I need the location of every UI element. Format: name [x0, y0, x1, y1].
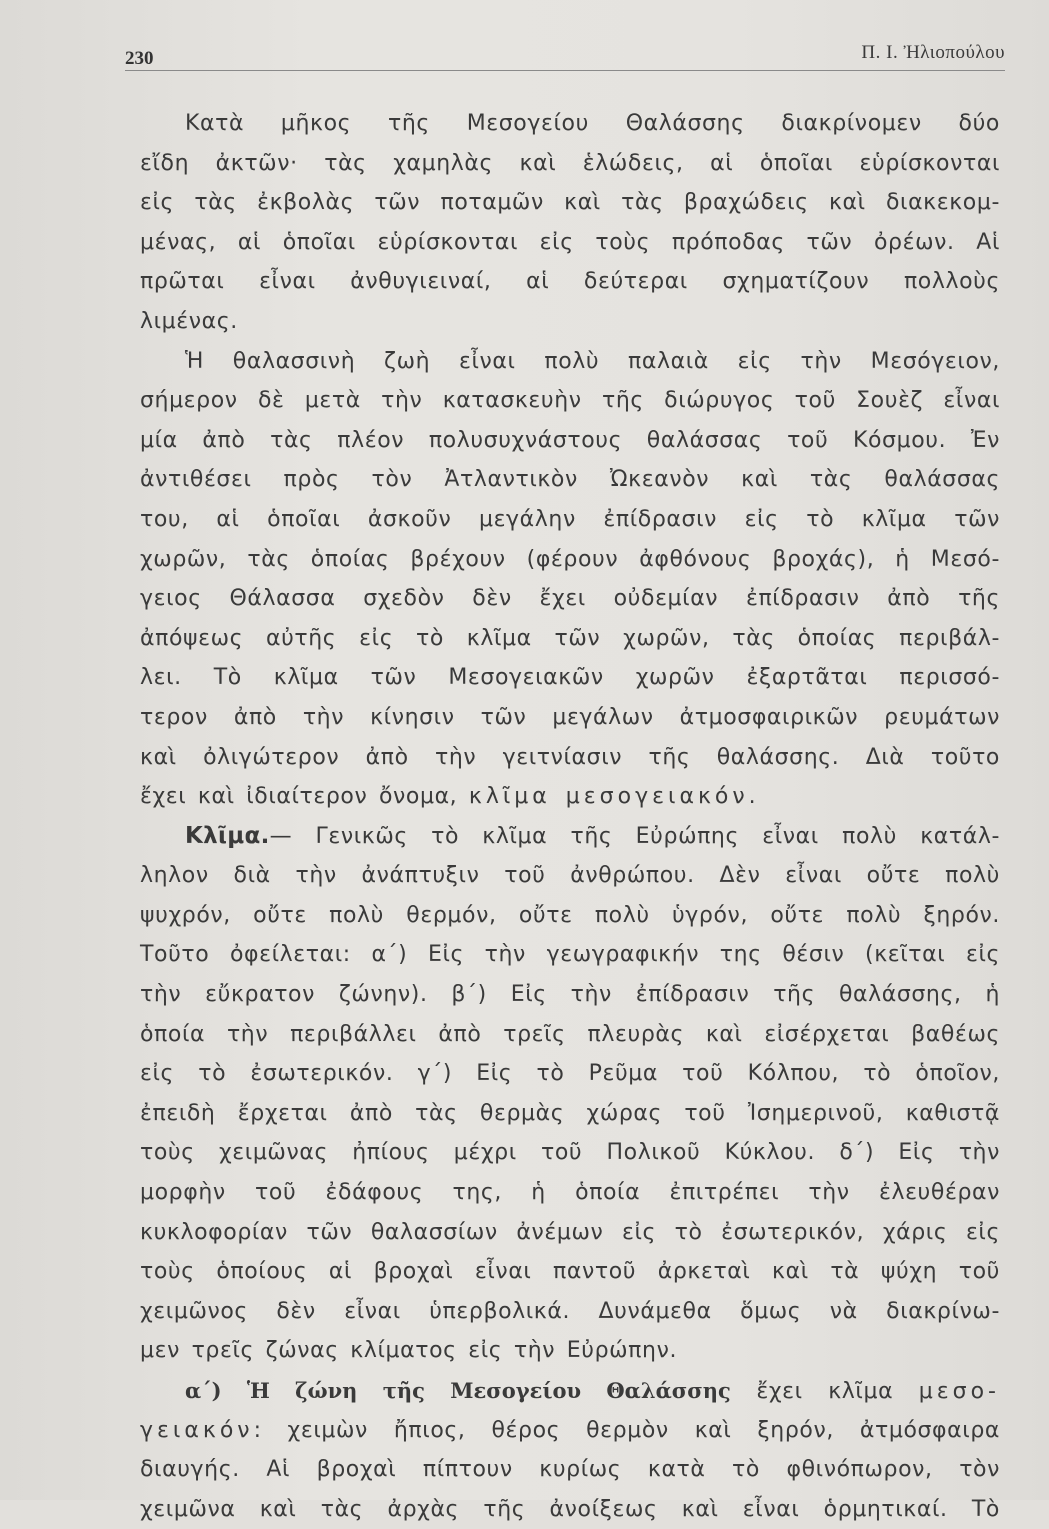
text-line	[140, 540, 1000, 580]
text-line	[140, 975, 1000, 1015]
text-segment: του, αἱ ὁποῖαι ἀσκοῦν μεγάλην ἐπίδρασιν εἰς τὸ κλῖμα τῶν	[140, 506, 1000, 532]
text-line	[140, 1411, 1000, 1451]
text-line	[140, 1094, 1000, 1134]
text-segment: γειος Θάλασσα σχεδὸν δὲν ἔχει οὐδεμίαν ἐπίδρασιν ἀπὸ τῆς	[140, 586, 1000, 612]
text-segment: τερον ἀπὸ τὴν κίνησιν τῶν μεγάλων ἀτμοσφαιρικῶν ρευμάτων	[140, 704, 1000, 730]
text-segment: : χειμὼν ἤπιος, θέρος θερμὸν καὶ ξηρόν, ἀτμόσφαιρα	[253, 1417, 1000, 1443]
text-segment: μένας, αἱ ὁποῖαι εὑρίσκονται εἰς τοὺς πρόποδας τῶν ὀρέων. Αἱ	[140, 229, 1000, 255]
text-line	[140, 579, 1000, 619]
text-segment: .	[748, 784, 757, 810]
text-segment: καὶ ὀλιγώτερον ἀπὸ τὴν γειτνίασιν τῆς θαλάσσης. Διὰ τοῦτο	[140, 744, 1000, 770]
text-line	[140, 1015, 1000, 1055]
text-segment: μορφὴν τοῦ ἐδάφους της, ἡ ὁποία ἐπιτρέπει τὴν ἐλευθέραν	[140, 1180, 1000, 1206]
text-segment: εἰς τὸ ἐσωτερικόν. γ΄) Εἰς τὸ Ρεῦμα τοῦ Κόλπου, τὸ ὁποῖον,	[140, 1061, 1000, 1087]
page-number: 230	[125, 48, 154, 69]
text-line	[140, 1173, 1000, 1213]
text-segment: σήμερον δὲ μετὰ τὴν κατασκευὴν τῆς διώρυγος τοῦ Σουὲζ εἶναι	[140, 388, 1000, 414]
page-header	[125, 40, 1005, 70]
text-line	[140, 1292, 1000, 1332]
text-line	[140, 698, 1000, 738]
body-text	[140, 104, 1020, 1529]
text-line	[140, 1213, 1000, 1253]
text-segment: διαυγής. Αἱ βροχαὶ πίπτουν κυρίως κατὰ τὸ φθινόπωρον, τὸν	[140, 1457, 1000, 1483]
text-segment: τοὺς ὁποίους αἱ βροχαὶ εἶναι παντοῦ ἀρκεταὶ καὶ τὰ ψύχη τοῦ	[140, 1259, 1000, 1285]
text-line	[140, 144, 1000, 184]
text-line	[140, 1331, 1020, 1371]
text-line	[140, 421, 1000, 461]
text-line	[140, 817, 1000, 857]
text-line	[140, 342, 1000, 382]
text-segment: γειακόν	[140, 1417, 254, 1443]
text-line	[140, 935, 1000, 975]
text-segment: λει. Τὸ κλῖμα τῶν Μεσογειακῶν χωρῶν ἐξαρτᾶται περισσό-	[140, 665, 1000, 691]
section-heading: Κλῖμα.	[185, 822, 270, 849]
text-segment: μεσο-	[918, 1379, 1000, 1404]
text-segment: κυκλοφορίαν τῶν θαλασσίων ἀνέμων εἰς τὸ ἐσωτερικόν, χάρις εἰς	[140, 1219, 1000, 1245]
text-line	[140, 104, 1000, 144]
text-line	[140, 223, 1000, 263]
text-segment: εἰς τὰς ἐκβολὰς τῶν ποταμῶν καὶ τὰς βραχώδεις καὶ διακεκομ-	[140, 190, 1000, 216]
text-line	[140, 262, 1000, 302]
text-segment: ἀντιθέσει πρὸς τὸν Ἀτλαντικὸν Ὠκεανὸν καὶ τὰς θαλάσσας	[140, 467, 1000, 493]
text-line	[140, 658, 1000, 698]
text-line	[140, 381, 1000, 421]
text-line	[140, 1371, 1000, 1411]
text-segment: ἔχει καὶ ἰδιαίτερον ὄνομα,	[140, 784, 469, 810]
text-line	[140, 1133, 1000, 1173]
text-segment: τοὺς χειμῶνας ἠπίους μέχρι τοῦ Πολικοῦ Κύκλου. δ΄) Εἰς τὴν	[140, 1140, 1000, 1166]
text-segment: ἀπόψεως αὐτῆς εἰς τὸ κλῖμα τῶν χωρῶν, τὰς ὁποίας περιβάλ-	[140, 625, 1000, 651]
running-head: Π. Ι. Ἠλιοπούλου	[861, 42, 1005, 63]
header-rule	[125, 70, 1005, 71]
text-line	[140, 302, 1020, 342]
text-line	[140, 777, 1020, 817]
text-segment: τὴν εὔκρατον ζώνην). β΄) Εἰς τὴν ἐπίδρασιν τῆς θαλάσσης, ἡ	[140, 982, 1000, 1008]
text-line	[140, 1054, 1000, 1094]
text-segment: λιμένας.	[140, 308, 238, 334]
text-line	[140, 856, 1000, 896]
text-segment: μεν τρεῖς ζώνας κλίματος εἰς τὴν Εὐρώπην.	[140, 1338, 678, 1364]
text-segment: χειμῶνα καὶ τὰς ἀρχὰς τῆς ἀνοίξεως καὶ εἶναι ὁρμητικαί. Τὸ	[140, 1496, 1000, 1522]
text-line	[140, 500, 1000, 540]
text-segment: χωρῶν, τὰς ὁποίας βρέχουν (φέρουν ἀφθόνους βροχάς), ἡ Μεσό-	[140, 546, 1000, 572]
text-segment: ἐπειδὴ ἔρχεται ἀπὸ τὰς θερμὰς χώρας τοῦ Ἰσημερινοῦ, καθιστᾷ	[140, 1100, 1000, 1126]
text-line	[140, 619, 1000, 659]
text-segment: πρῶται εἶναι ἀνθυγιειναί, αἱ δεύτεραι σχηματίζουν πολλοὺς	[140, 269, 1000, 295]
text-segment: εἴδη ἀκτῶν· τὰς χαμηλὰς καὶ ἑλώδεις, αἱ ὁποῖαι εὑρίσκονται	[140, 150, 1000, 176]
text-segment: Κατὰ μῆκος τῆς Μεσογείου Θαλάσσης διακρίνομεν δύο	[185, 111, 1000, 136]
text-line	[140, 896, 1000, 936]
text-segment: Τοῦτο ὀφείλεται: α΄) Εἰς τὴν γεωγραφικήν της θέσιν (κεῖται εἰς	[140, 942, 1000, 968]
text-segment: μία ἀπὸ τὰς πλέον πολυσυχνάστους θαλάσσας τοῦ Κόσμου. Ἐν	[140, 427, 1000, 453]
text-line	[140, 1252, 1000, 1292]
text-line	[140, 460, 1000, 500]
text-segment: — Γενικῶς τὸ κλῖμα τῆς Εὐρώπης εἶναι πολὺ κατάλ-	[269, 823, 1000, 849]
text-segment: ληλον διὰ τὴν ἀνάπτυξιν τοῦ ἀνθρώπου. Δὲν εἶναι οὔτε πολὺ	[140, 863, 1000, 889]
text-segment: ἔχει κλῖμα	[730, 1379, 919, 1404]
text-line	[140, 183, 1000, 223]
text-line	[140, 1490, 1000, 1529]
subsection-heading: α΄) Ἡ ζώνη τῆς Μεσογείου Θαλάσσης	[185, 1378, 731, 1403]
text-line	[140, 738, 1000, 778]
text-segment: κλῖμα μεσογειακόν	[468, 784, 749, 810]
text-line	[140, 1450, 1000, 1490]
text-segment: Ἡ θαλασσινὴ ζωὴ εἶναι πολὺ παλαιὰ εἰς τὴν Μεσόγειον,	[185, 348, 1000, 374]
text-segment: χειμῶνος δὲν εἶναι ὑπερβολικά. Δυνάμεθα ὅμως νὰ διακρίνω-	[140, 1298, 1000, 1324]
text-segment: ὁποία τὴν περιβάλλει ἀπὸ τρεῖς πλευρὰς καὶ εἰσέρχεται βαθέως	[140, 1021, 1000, 1047]
text-segment: ψυχρόν, οὔτε πολὺ θερμόν, οὔτε πολὺ ὑγρόν, οὔτε πολὺ ξηρόν.	[140, 902, 1000, 928]
